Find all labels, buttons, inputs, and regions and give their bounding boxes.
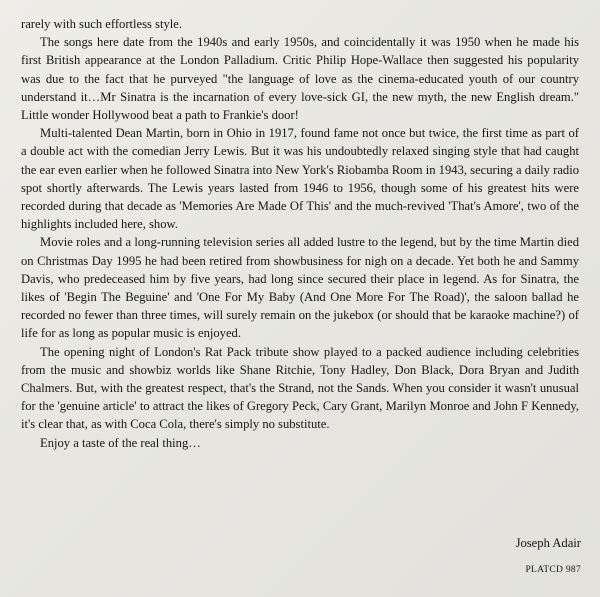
paragraph-closing: Enjoy a taste of the real thing… [40, 435, 201, 450]
author-signature: Joseph Adair [515, 536, 581, 550]
paragraph-palladium: The songs here date from the 1940s and early 1950s, and coincidentally it was 1950 when he made his first British appearance at the London Palladium. Critic Philip Hope-Wallace then suggested his popularity was due to the fact that he purveyed "the language of love as the cinema-educated youth of our country understand it…Mr Sinatra is the incarnation of every love-sick GI, the new myth, the new English dream." Little wonder Hollywood beat a path to Frankie's door! [21, 35, 579, 123]
paragraph-tribute-show: The opening night of London's Rat Pack tribute show played to a packed audience including celebrities from the music and showbiz worlds like Shane Ritchie, Tony Hadley, Don Black, Dora Bryan and Judith Chalmers. But, with the greatest respect, that's the Strand, not the Sands. When you consider it wasn't unusual for the 'genuine article' to attract the likes of Gregory Peck, Cary Grant, Marilyn Monroe and John F Kennedy, it's clear that, as with Coca Cola, there's simply no substitute. [21, 344, 579, 432]
liner-notes-body [21, 15, 579, 452]
catalog-number: PLATCD 987 [525, 565, 581, 575]
paragraph-continuation: rarely with such effortless style. [21, 17, 182, 31]
paragraph-dean-martin: Multi-talented Dean Martin, born in Ohio in 1917, found fame not once but twice, the first time as part of a double act with the comedian Jerry Lewis. But it was his undoubtedly relaxed singing style that had caught the ear even earlier when he followed Sinatra into New York's Riobamba Room in 1943, securing a daily radio spot shortly afterwards. The Lewis years lasted from 1946 to 1956, though some of his greatest hits were recorded during that decade as 'Memories Are Made Of This' and the much-revived 'That's Amore', two of the highlights included here, show. [21, 126, 579, 232]
paragraph-legend: Movie roles and a long-running television series all added lustre to the legend, but by the time Martin died on Christmas Day 1995 he had been retired from showbusiness for nigh on a decade. Yet both he and Sammy Davis, who predeceased him by five years, had long since secured their place in legend. As for Sinatra, the likes of 'Begin The Beguine' and 'One For My Baby (And One More For The Road)', the saloon ballad he recorded no fewer than three times, will surely remain on the jukebox (or should that be karaoke machine?) of life for as long as popular music is enjoyed. [21, 235, 579, 341]
